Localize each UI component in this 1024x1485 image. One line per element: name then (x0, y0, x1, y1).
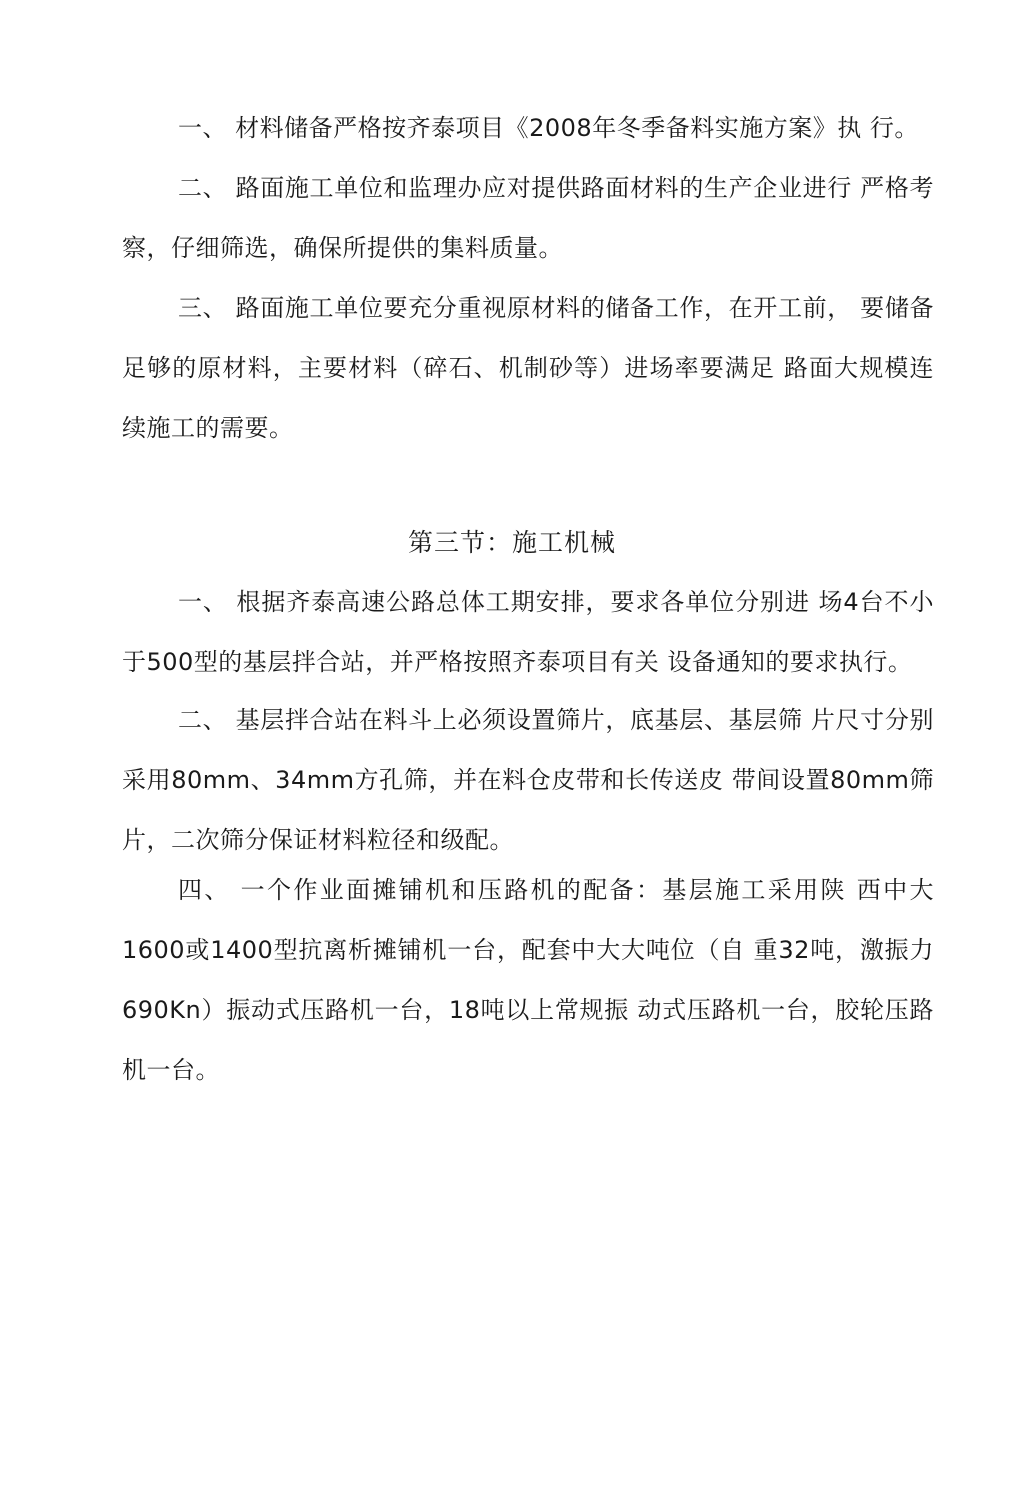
paragraph-paver-roller-configuration: 四、 一个作业面摊铺机和压路机的配备：基层施工采用陕 西中大1600或1400型抗离析摊铺机一台，配套中大大吨位（自 重32吨，激振力690Kn）振动式压路机一台，18吨以上常规振 动式压路机一台，胶轮压路机一台。 (122, 876, 934, 1084)
section-title-construction-machinery: 第三节：施工机械 (407, 528, 616, 557)
paragraph-mixing-station-requirement: 一、 根据齐泰高速公路总体工期安排，要求各单位分别进 场4台不小于500型的基层拌合站，并严格按照齐泰项目有关 设备通知的要求执行。 (122, 588, 934, 676)
paragraph-screen-settings: 二、 基层拌合站在料斗上必须设置筛片，底基层、基层筛 片尺寸分别采用80mm、34mm方孔筛，并在料仓皮带和长传送皮 带间设置80mm筛片，二次筛分保证材料粒径和级配。 (122, 706, 934, 854)
paragraph-raw-material-storage: 三、 路面施工单位要充分重视原材料的储备工作，在开工前， 要储备足够的原材料，主要材料（碎石、机制砂等）进场率要满足 路面大规模连续施工的需要。 (122, 294, 934, 442)
paragraph-material-reserve: 一、 材料储备严格按齐泰项目《2008年冬季备料实施方案》执 行。 (178, 114, 919, 142)
paragraph-supplier-inspection: 二、 路面施工单位和监理办应对提供路面材料的生产企业进行 严格考察，仔细筛选，确保所提供的集料质量。 (122, 174, 934, 262)
